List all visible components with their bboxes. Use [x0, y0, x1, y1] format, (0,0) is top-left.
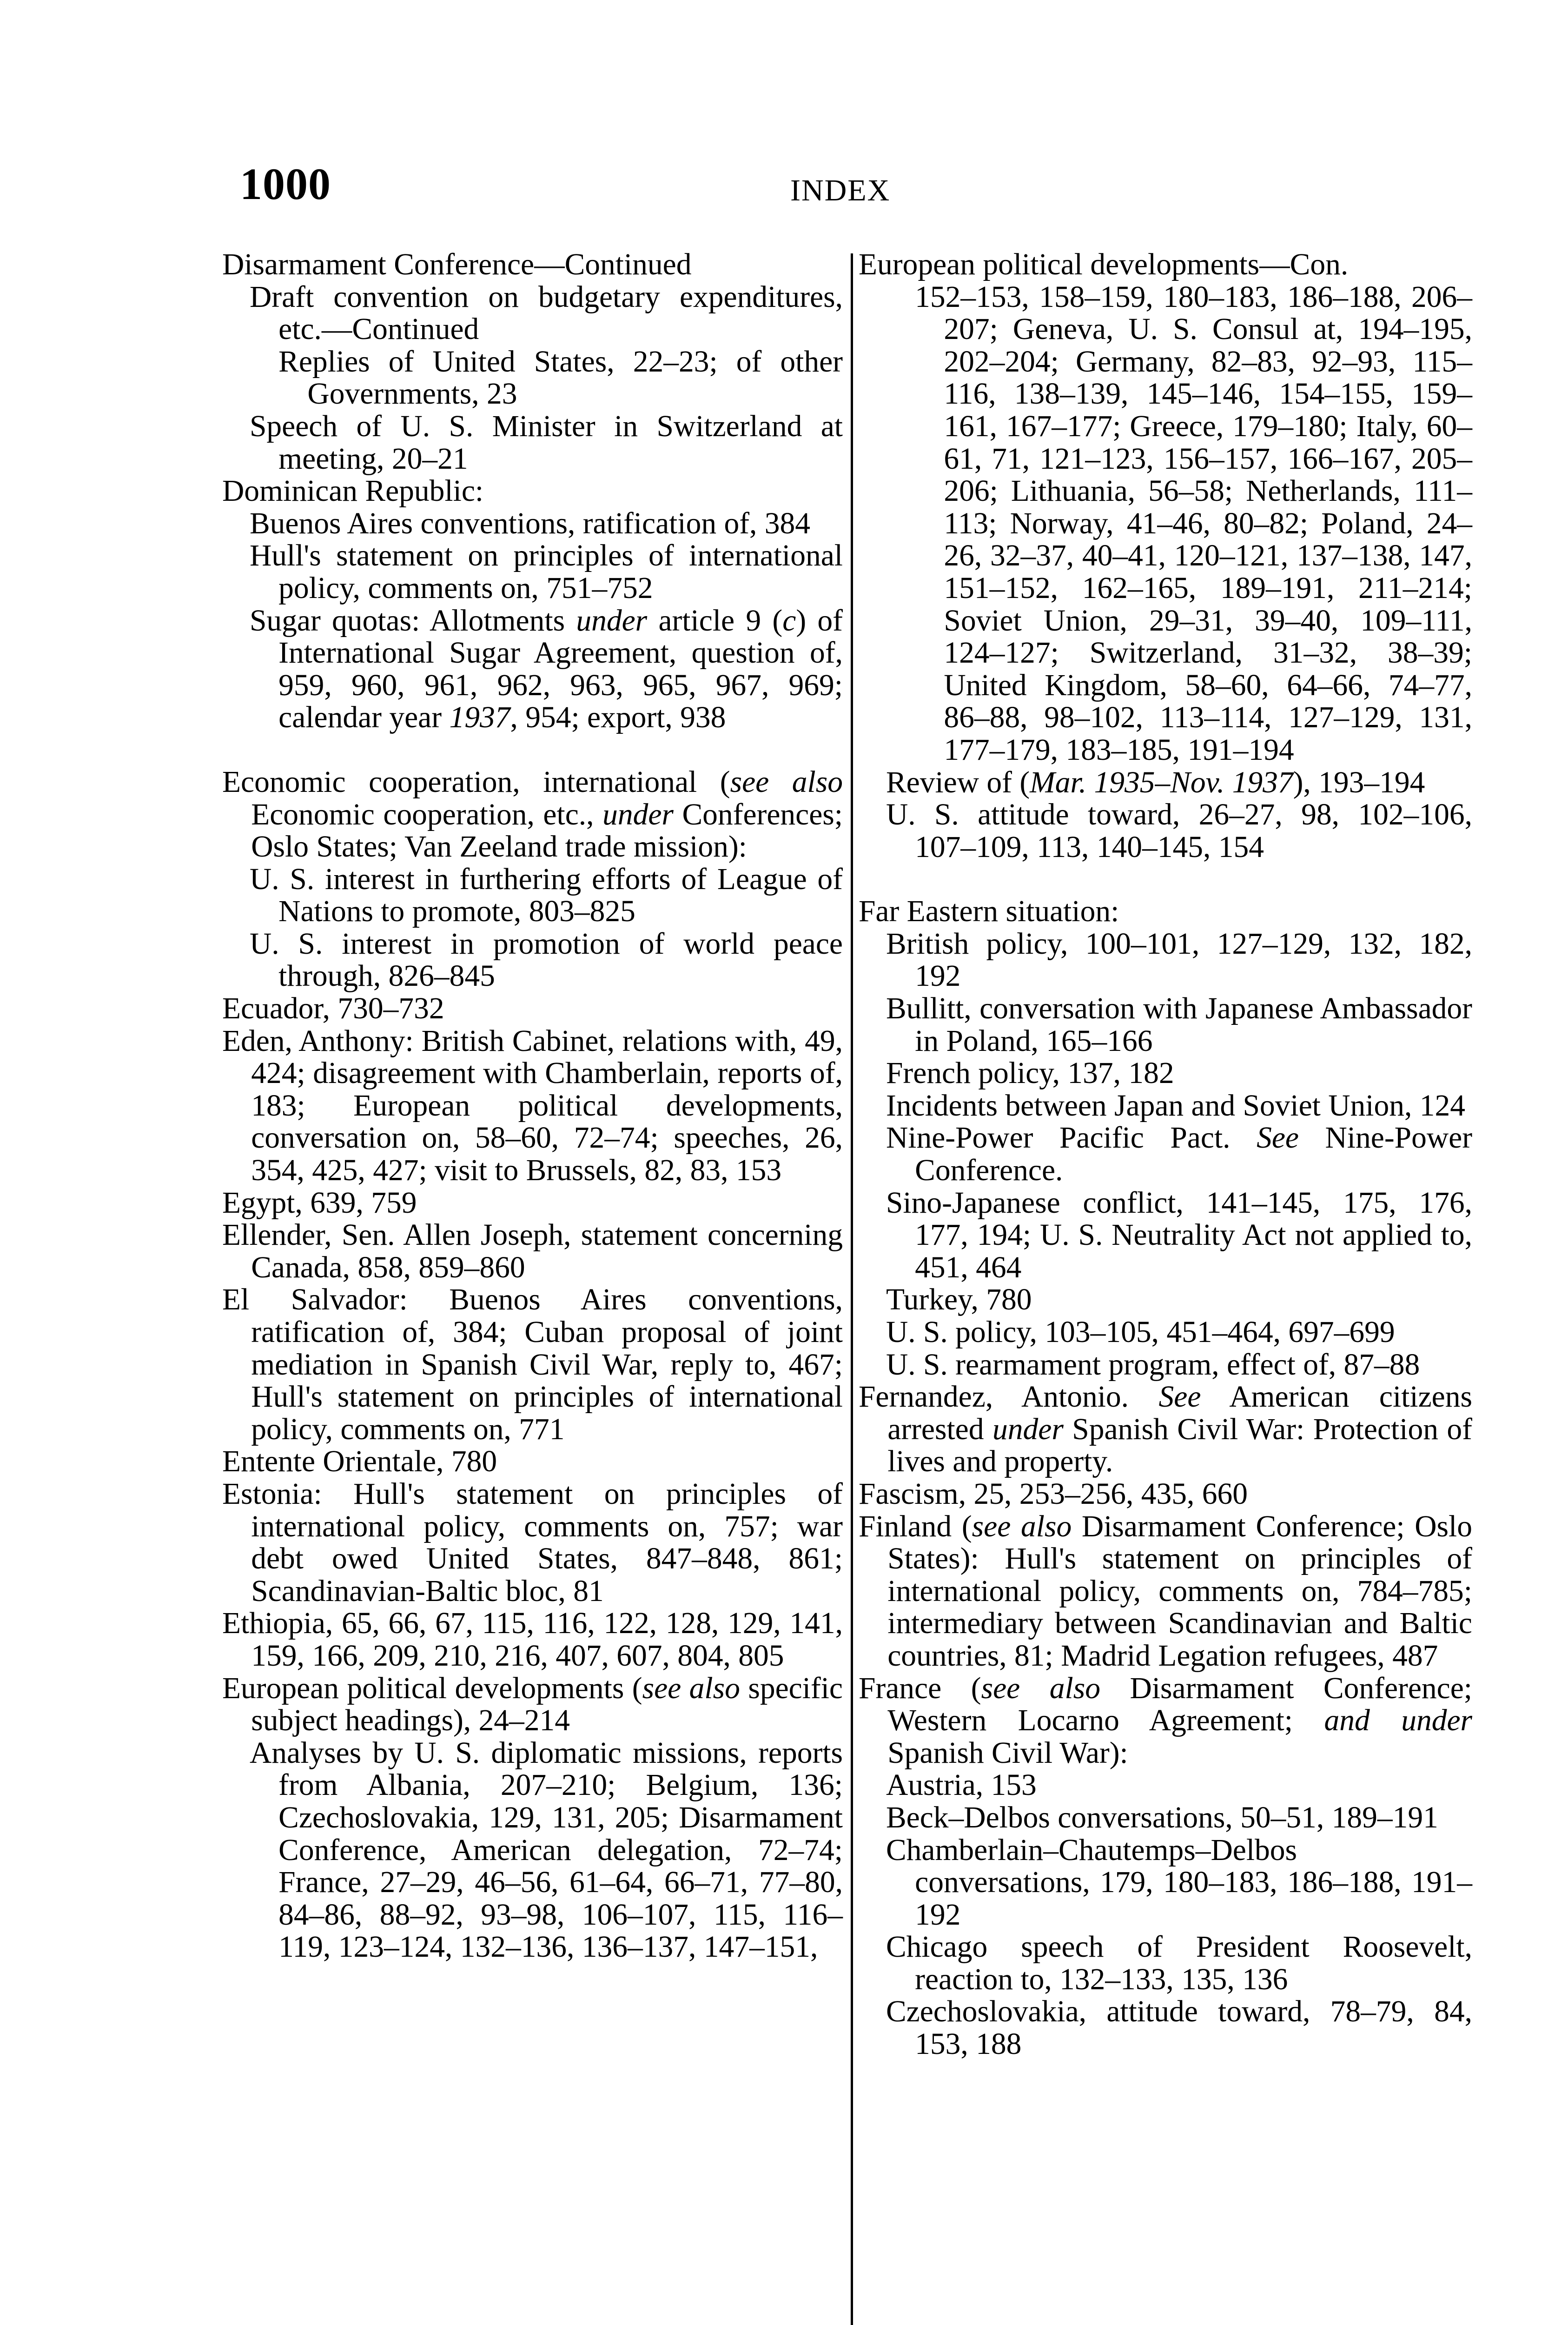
index-entry: Entente Orientale, 780 [222, 1445, 497, 1479]
index-subentry: U. S. attitude toward, 26–27, 98, 102–106, 107–109, 113, 140–145, 154 [886, 798, 1472, 864]
index-entry: Egypt, 639, 759 [222, 1186, 417, 1220]
index-subentry: U. S. interest in furthering efforts of League of Nations to promote, 803–825 [249, 862, 843, 929]
index-subentry: Czechoslovakia, attitude toward, 78–79, 84, 153, 188 [886, 1995, 1472, 2061]
index-subentry: Review of (Mar. 1935–Nov. 1937), 193–194 [886, 765, 1425, 799]
index-entry: European political developments—Con. [859, 248, 1349, 281]
index-column-right [859, 249, 1472, 2061]
index-subentry: Buenos Aires conventions, ratification of, 384 [249, 506, 811, 540]
index-subentry: Speech of U. S. Minister in Switzerland at meeting, 20–21 [249, 409, 843, 476]
index-entry: European political developments (see also specific subject headings), 24–214 [222, 1671, 843, 1738]
index-entry: El Salvador: Buenos Aires conventions, ratification of, 384; Cuban proposal of joint mediation in Spanish Civil War, reply to, 467; Hull's statement on principles of international policy, comments on, 771 [222, 1283, 843, 1446]
index-subentry: Hull's statement on principles of international policy, comments on, 751–752 [249, 539, 843, 605]
index-entry: Finland (see also Disarmament Conference; Oslo States): Hull's statement on principles of international policy, comments on, 784–785; intermediary between Scandinavian and Baltic countries, 81; Madrid Legation refugees, 487 [859, 1509, 1472, 1673]
index-entry: Estonia: Hull's statement on principles of international policy, comments on, 757; war debt owed United States, 847–848, 861; Scandinavian-Baltic bloc, 81 [222, 1477, 843, 1608]
index-subentry: French policy, 137, 182 [886, 1056, 1174, 1090]
index-subentry: Analyses by U. S. diplomatic missions, reports from Albania, 207–210; Belgium, 136; Czechoslovakia, 129, 131, 205; Disarmament Conference, American delegation, 72–74; France, 27–29, 46–56, 61–64, 66–71, 77–80, 84–86, 88–92, 93–98, 106–107, 115, 116–119, 123–124, 132–136, 136–137, 147–151, [249, 1736, 843, 1964]
index-entry: Economic cooperation, international (see also Economic cooperation, etc., under Conferences; Oslo States; Van Zeeland trade mission): [222, 765, 843, 864]
index-entry: Dominican Republic: [222, 474, 484, 508]
index-entry: Ecuador, 730–732 [222, 992, 444, 1026]
index-subentry: U. S. policy, 103–105, 451–464, 697–699 [886, 1315, 1395, 1349]
index-subentry: Sino-Japanese conflict, 141–145, 175, 176, 177, 194; U. S. Neutrality Act not applied to, 451, 464 [886, 1186, 1472, 1284]
index-subentry: 152–153, 158–159, 180–183, 186–188, 206–207; Geneva, U. S. Consul at, 194–195, 202–204; Germany, 82–83, 92–93, 115–116, 138–139, 145–146, 154–155, 159–161, 167–177; Greece, 179–180; Italy, 60–61, 71, 121–123, 156–157, 166–167, 205–206; Lithuania, 56–58; Netherlands, 111–113; Norway, 41–46, 80–82; Poland, 24–26, 32–37, 40–41, 120–121, 137–138, 147, 151–152, 162–165, 189–191, 211–214; Soviet Union, 29–31, 39–40, 109–111, 124–127; Switzerland, 31–32, 38–39; United Kingdom, 58–60, 64–66, 74–77, 86–88, 98–102, 113–114, 127–129, 131, 177–179, 183–185, 191–194 [915, 280, 1472, 767]
index-entry: Ellender, Sen. Allen Joseph, statement concerning Canada, 858, 859–860 [222, 1218, 843, 1284]
index-subentry: Draft convention on budgetary expenditures, etc.—Continued [249, 280, 843, 346]
index-subentry: Austria, 153 [886, 1768, 1037, 1802]
index-subentry: Nine-Power Pacific Pact. See Nine-Power Conference. [886, 1121, 1473, 1188]
index-entry: Ethiopia, 65, 66, 67, 115, 116, 122, 128, 129, 141, 159, 166, 209, 210, 216, 407, 607, 804, 805 [222, 1607, 843, 1673]
index-entry: Fernandez, Antonio. See American citizens arrested under Spanish Civil War: Protection of lives and property. [859, 1380, 1472, 1479]
page-number: 1000 [240, 159, 331, 209]
index-subentry: Bullitt, conversation with Japanese Ambassador in Poland, 165–166 [886, 992, 1472, 1058]
index-subentry: Replies of United States, 22–23; of other Governments, 23 [278, 345, 843, 411]
index-entry: Far Eastern situation: [859, 895, 1119, 929]
index-subentry: Chicago speech of President Roosevelt, reaction to, 132–133, 135, 136 [886, 1930, 1472, 1996]
index-subentry: Beck–Delbos conversations, 50–51, 189–191 [886, 1800, 1438, 1834]
index-entry: Fascism, 25, 253–256, 435, 660 [859, 1477, 1248, 1511]
index-entry: Disarmament Conference—Continued [222, 248, 692, 281]
index-subentry: U. S. rearmament program, effect of, 87–88 [886, 1348, 1420, 1382]
index-subentry: Turkey, 780 [886, 1283, 1032, 1317]
index-subentry: U. S. interest in promotion of world peace through, 826–845 [249, 927, 843, 993]
running-head: INDEX [790, 173, 891, 207]
index-entry: France (see also Disarmament Conference; Western Locarno Agreement; and under Spanish Civil War): [859, 1671, 1473, 1770]
index-entry: Eden, Anthony: British Cabinet, relations with, 49, 424; disagreement with Chamberlain, reports of, 183; European political developments, conversation on, 58–60, 72–74; speeches, 26, 354, 425, 427; visit to Brussels, 82, 83, 153 [222, 1024, 843, 1188]
index-subentry: Sugar quotas: Allotments under article 9 (c) of International Sugar Agreement, question of, 959, 960, 961, 962, 963, 965, 967, 969; calendar year 1937, 954; export, 938 [249, 604, 843, 735]
index-subentry: Incidents between Japan and Soviet Union, 124 [886, 1089, 1465, 1123]
index-column-left [222, 249, 843, 1964]
index-subentry: British policy, 100–101, 127–129, 132, 182, 192 [886, 927, 1472, 993]
index-subentry: Chamberlain–Chautemps–Delbos conversations, 179, 180–183, 186–188, 191–192 [886, 1833, 1472, 1932]
column-divider [851, 253, 853, 2325]
